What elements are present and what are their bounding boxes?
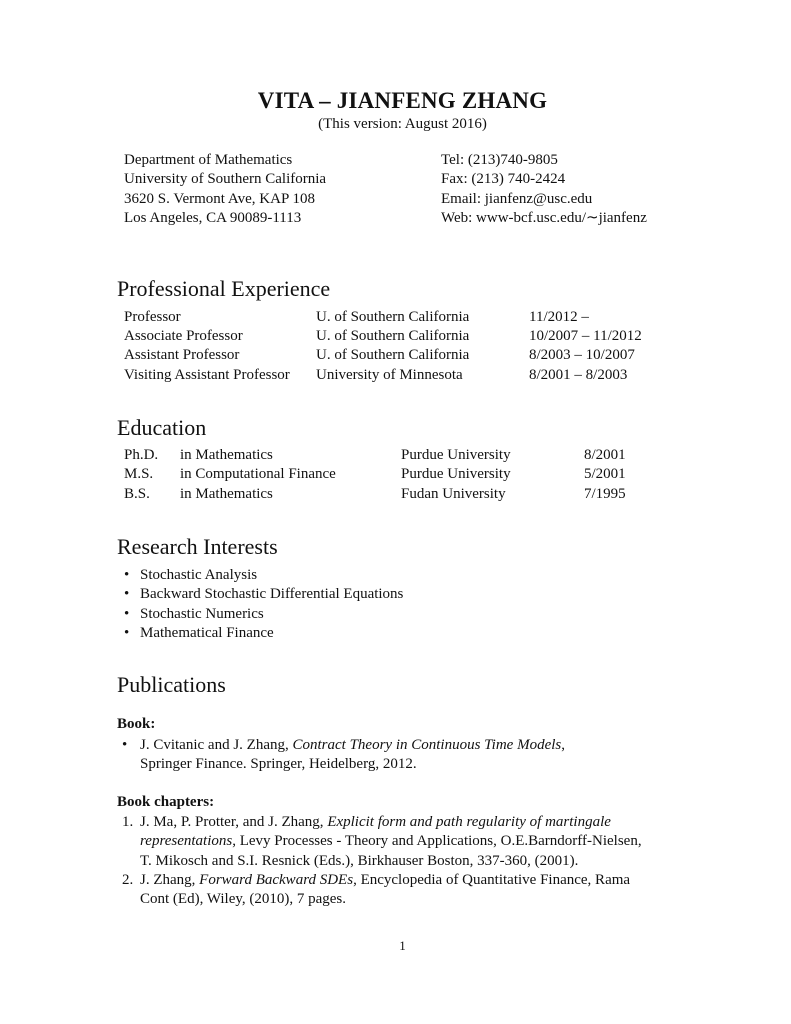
school: Purdue University bbox=[401, 447, 511, 463]
contact-details bbox=[441, 151, 647, 228]
interest-label: Stochastic Analysis bbox=[140, 567, 258, 583]
job-title: Professor bbox=[124, 309, 181, 325]
degree: Ph.D. bbox=[124, 447, 159, 463]
chapter-entry bbox=[122, 813, 702, 871]
bullet-icon: • bbox=[124, 567, 130, 583]
list-item bbox=[122, 625, 403, 644]
education-heading: Education bbox=[117, 415, 207, 440]
degree-field: in Mathematics bbox=[180, 486, 273, 502]
page-number: 1 bbox=[399, 938, 406, 953]
interest-label: Mathematical Finance bbox=[140, 624, 274, 641]
bullet-icon: • bbox=[124, 605, 130, 622]
degree-date: 8/2001 bbox=[584, 447, 626, 463]
fax-number: Fax: (213) 740-2424 bbox=[441, 171, 566, 188]
list-item bbox=[122, 567, 403, 586]
job-dates: 11/2012 – bbox=[529, 309, 589, 325]
email-address: Email: jianfenz@usc.edu bbox=[441, 190, 593, 207]
address-line: Department of Mathematics bbox=[124, 152, 293, 168]
degree-date: 7/1995 bbox=[584, 486, 626, 502]
job-institution: University of Minnesota bbox=[316, 367, 463, 383]
address-line: Los Angeles, CA 90089-1113 bbox=[124, 209, 302, 226]
bullet-icon: • bbox=[122, 737, 128, 753]
degree-field: in Computational Finance bbox=[180, 466, 336, 482]
school: Fudan University bbox=[401, 486, 506, 502]
chapter-entry bbox=[122, 871, 702, 910]
book-subheading: Book: bbox=[117, 716, 156, 732]
interests-heading: Research Interests bbox=[117, 534, 278, 559]
interest-label: Backward Stochastic Differential Equations bbox=[140, 586, 404, 603]
job-title: Assistant Professor bbox=[124, 347, 240, 363]
book-publisher: Springer Finance. Springer, Heidelberg, 2012. bbox=[140, 756, 417, 773]
book-punct: , bbox=[561, 737, 565, 753]
chapter-number: 2. bbox=[122, 872, 134, 888]
interests-list bbox=[122, 567, 403, 644]
chapter-authors: J. Zhang, bbox=[140, 872, 200, 888]
chapter-authors: J. Ma, P. Protter, and J. Zhang, bbox=[140, 814, 328, 830]
job-institution: U. of Southern California bbox=[316, 328, 470, 344]
list-item bbox=[122, 586, 403, 605]
job-dates: 8/2003 – 10/2007 bbox=[529, 347, 635, 363]
degree-date: 5/2001 bbox=[584, 466, 626, 482]
address-line: University of Southern California bbox=[124, 171, 327, 188]
school: Purdue University bbox=[401, 466, 511, 482]
chapter-source: , Levy Processes - Theory and Applications, O.E.Barndorff-Nielsen, bbox=[232, 833, 642, 850]
version-note: (This version: August 2016) bbox=[318, 116, 487, 132]
job-dates: 8/2001 – 8/2003 bbox=[529, 367, 628, 383]
web-address: Web: www-bcf.usc.edu/∼jianfenz bbox=[441, 209, 647, 226]
chapter-title: Forward Backward SDEs bbox=[199, 872, 354, 888]
chapters-subheading: Book chapters: bbox=[117, 794, 215, 810]
job-dates: 10/2007 – 11/2012 bbox=[529, 328, 642, 344]
degree: B.S. bbox=[124, 486, 150, 502]
chapter-title: Explicit form and path regularity of martingale bbox=[327, 814, 611, 830]
job-title: Associate Professor bbox=[124, 328, 243, 344]
bullet-icon: • bbox=[124, 586, 130, 603]
chapter-title-cont: representations bbox=[140, 833, 233, 850]
experience-heading: Professional Experience bbox=[117, 276, 331, 301]
phone-number: Tel: (213)740-9805 bbox=[441, 152, 558, 168]
book-title: Contract Theory in Continuous Time Models bbox=[292, 737, 562, 753]
book-entry bbox=[122, 736, 702, 775]
chapter-editors: T. Mikosch and S.I. Resnick (Eds.), Birkhauser Boston, 337-360, (2001). bbox=[140, 852, 579, 869]
chapter-editors: Cont (Ed), Wiley, (2010), 7 pages. bbox=[140, 891, 347, 908]
publications-heading: Publications bbox=[117, 672, 226, 697]
bullet-icon: • bbox=[124, 624, 130, 641]
chapter-source: , Encyclopedia of Quantitative Finance, Rama bbox=[353, 872, 631, 888]
document-title: VITA – JIANFENG ZHANG bbox=[257, 88, 548, 113]
job-title: Visiting Assistant Professor bbox=[124, 367, 290, 383]
address-line: 3620 S. Vermont Ave, KAP 108 bbox=[124, 190, 315, 207]
job-institution: U. of Southern California bbox=[316, 309, 470, 325]
chapter-number: 1. bbox=[122, 814, 134, 830]
degree: M.S. bbox=[124, 466, 154, 482]
list-item bbox=[122, 606, 403, 625]
interest-label: Stochastic Numerics bbox=[140, 605, 264, 622]
job-institution: U. of Southern California bbox=[316, 347, 470, 363]
book-authors: J. Cvitanic and J. Zhang, bbox=[140, 737, 293, 753]
address-block bbox=[124, 151, 326, 228]
degree-field: in Mathematics bbox=[180, 447, 273, 463]
